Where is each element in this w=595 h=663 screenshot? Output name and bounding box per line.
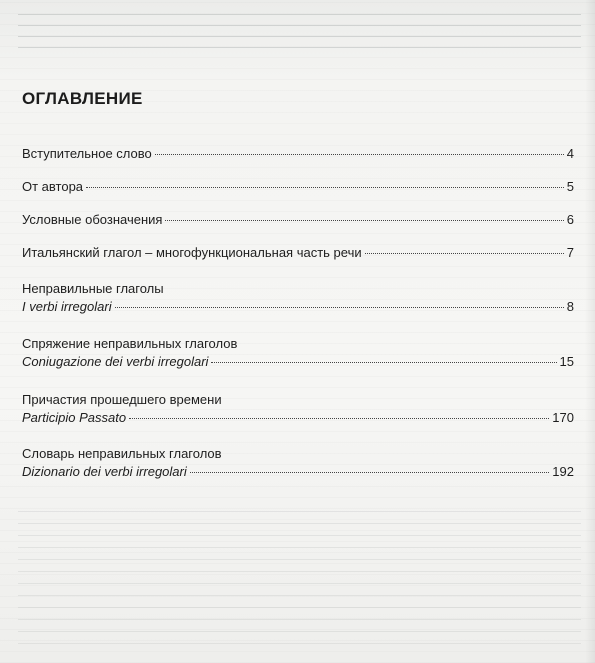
leader-dots — [365, 253, 564, 254]
toc-entry-title: От автора — [22, 179, 84, 194]
toc-entry-title: Неправильные глаголы — [22, 281, 164, 296]
toc-entry-subtitle: Coniugazione dei verbi irregolari — [22, 354, 209, 369]
toc-entry-title: Причастия прошедшего времени — [22, 392, 222, 407]
leader-dots — [211, 362, 556, 363]
toc-entry[interactable] — [22, 244, 574, 262]
leader-dots — [129, 418, 549, 419]
toc-entry[interactable] — [22, 391, 574, 427]
toc-heading: ОГЛАВЛЕНИЕ — [22, 89, 143, 108]
leader-dots — [86, 187, 564, 188]
toc-entry-title: Итальянский глагол – многофункциональная часть речи — [22, 245, 362, 260]
toc-entry-page: 192 — [552, 464, 574, 479]
leader-dots — [155, 154, 564, 155]
toc-entry-subtitle: Participio Passato — [22, 410, 127, 425]
toc-entry[interactable] — [22, 335, 574, 371]
toc-entry-page: 5 — [566, 179, 574, 194]
page-edge-shadow — [585, 0, 595, 663]
toc-entry-title: Словарь неправильных глаголов — [22, 446, 222, 461]
toc-entry-title: Вступительное слово — [22, 146, 152, 161]
toc-entry-page: 8 — [566, 299, 574, 314]
bleed-through-text-bottom — [18, 500, 581, 650]
leader-dots — [115, 307, 564, 308]
toc-entry-page: 170 — [552, 410, 574, 425]
toc-entry[interactable] — [22, 445, 574, 481]
toc-entry-page: 6 — [566, 212, 574, 227]
toc-entry[interactable] — [22, 211, 574, 229]
toc-entry-subtitle: Dizionario dei verbi irregolari — [22, 464, 187, 479]
toc-entry-page: 4 — [566, 146, 574, 161]
toc-entry[interactable] — [22, 280, 574, 316]
bleed-through-text-top — [18, 4, 581, 56]
toc-entry-subtitle: I verbi irregolari — [22, 299, 112, 314]
toc-entry[interactable] — [22, 178, 574, 196]
toc-entry-page: 7 — [566, 245, 574, 260]
toc-entry-page: 15 — [559, 354, 574, 369]
toc-entry-title: Условные обозначения — [22, 212, 163, 227]
toc-entry-title: Спряжение неправильных глаголов — [22, 336, 238, 351]
toc-entry[interactable] — [22, 145, 574, 163]
leader-dots — [190, 472, 550, 473]
leader-dots — [165, 220, 563, 221]
